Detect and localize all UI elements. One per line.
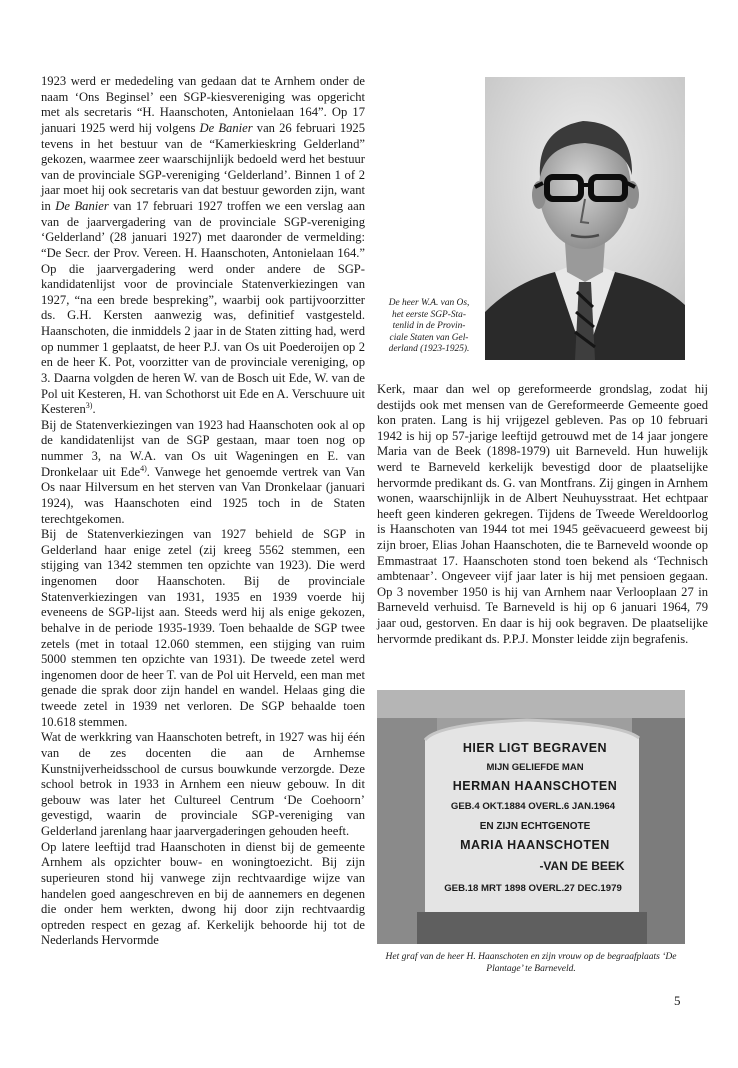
grave-line-8: GEB.18 MRT 1898 OVERL.27 DEC.1979 [444, 883, 622, 894]
grave-photo [377, 690, 685, 944]
grave-line-3: HERMAN HAANSCHOTEN [452, 779, 618, 793]
text-run: 1923 werd er mededeling van gedaan dat te Arnhem onder de naam ‘Ons Beginsel’ een SGP-kiesvereniging was opgericht met als secretaris “H. Haanschoten, Antonielaan 164”. Op 17 januari 1925 werd hij volgens [41, 74, 365, 135]
grave-line-5: EN ZIJN ECHTGENOTE [479, 821, 591, 832]
paragraph-right-1: Kerk, maar dan wel op gereformeerde grondslag, zodat hij destijds ook met mensen van de Gereformeerde Gemeente goed kon praten. Lang is hij vrijgezel gebleven. Pas op 10 februari 1942 is hij op 57-jarige leeftijd getrouwd met de 14 jaar jongere Maria van de Beek (1898-1979) uit Barneveld. Hun huwelijk werd te Barneveld kerkelijk bevestigd door de plaatselijke hervormde predikant ds. G. van Montfrans. Zij gingen in Arnhem wonen, waarschijnlijk in de Albert Neuhuysstraat. Het echtpaar heeft geen kinderen gekregen. Tijdens de Tweede Wereldoorlog is Haanschoten van 1944 tot mei 1945 geëvacueerd geweest bij zijn broer, Elias Johan Haanschoten, die te Barneveld woonde op Emmastraat 17. Haanschoten stond toen bekend als ‘Technisch ambtenaar’. Ongeveer vijf jaar later is hij met pensioen gegaan. Op 3 november 1950 is hij van Arnhem naar Verlooplaan 27 in Barneveld verhuisd. Te Barneveld is hij op 6 januari 1964, 79 jaar oud, gestorven. En daar is hij ook begraven. De plaatselijke hervormde predikant ds. P.P.J. Monster leidde zijn begrafenis. [377, 382, 708, 646]
italic-title: De Banier [199, 120, 253, 135]
grave-line-1: HIER LIGT BEGRAVEN [462, 741, 608, 755]
text-run: Bij de Statenverkiezingen van 1923 had Haanschoten ook al op de kandidatenlijst van de SGP gestaan, maar toen nog op nummer 3, na W.A. van Os uit Wageningen en E. van Dronkelaar uit Ede [41, 417, 365, 479]
paragraph-left-3: Bij de Statenverkiezingen van 1927 behield de SGP in Gelderland haar enige zetel (zij kreeg 5562 stemmen, een stijging van 1342 stemmen ten opzichte van 1923). Die werd ingenomen door Haanschoten. Bij de provinciale Statenverkiezingen van 1931, 1935 en 1939 voerde hij eveneens de SGP-lijst aan. Steeds werd hij als enige gekozen, behalve in de periode 1935-1939. Toen behaalde de SGP twee zetels (met in totaal 12.060 stemmen, een stijging van ruim 5000 stemmen ten opzichte van 1931). De tweede zetel werd ingenomen door de heer T. van de Pol uit Herveld, een man met genade die sprak door zijn handel en wandel. Helaas ging die tweede zetel in 1939 net verloren. De SGP behaalde toen 10.618 stemmen. [41, 527, 365, 729]
right-text-column [377, 382, 708, 647]
footnote-ref: 3) [85, 400, 93, 410]
grave-line-6: MARIA HAANSCHOTEN [460, 838, 610, 852]
paragraph-left-2 [41, 418, 365, 527]
caption-line: tenlid in de Provin- [392, 321, 466, 332]
portrait-photo [485, 77, 685, 360]
paragraph-left-1 [41, 74, 365, 418]
caption-line: derland (1923-1925). [388, 344, 470, 355]
grave-line-2: MIJN GELIEFDE MAN [486, 762, 584, 773]
italic-title: De Banier [55, 199, 109, 213]
text-run: . Vanwege het genoemde vertrek van Van Os naar Hilversum en het sterven van Van Dronkelaar (januari 1924), was Haanschoten eind 1925 toch in de Staten terechtgekomen. [41, 464, 366, 526]
grave-line-4: GEB.4 OKT.1884 OVERL.6 JAN.1964 [450, 801, 616, 812]
caption-line: het eerste SGP-Sta- [392, 309, 466, 320]
footnote-ref: 4) [140, 463, 147, 473]
grave-caption: Het graf van de heer H. Haanschoten en zijn vrouw op de begraafplaats ‘De Plantage’ te Barneveld. [385, 952, 677, 974]
caption-line: De heer W.A. van Os, [388, 298, 470, 308]
left-text-column [41, 74, 365, 949]
grave-line-7: -VAN DE BEEK [539, 859, 625, 873]
text-run: . [92, 402, 96, 417]
paragraph-left-4: Wat de werkkring van Haanschoten betreft, in 1927 was hij één van de zes docenten die aan de Arnhemse Kunstnijverheidsschool de cursus bouwkunde verzorgde. Deze school betrok in 1933 in Arnhem een nieuw gebouw. In dit gebouw was later het Cultureel Centrum ‘De Coehoorn’ gevestigd, waarin de provinciale SGP-vereniging van Gelderland jarenlang haar jaarvergaderingen gehouden heeft. [41, 730, 365, 838]
text-run: van 17 februari 1927 troffen we een verslag aan van de jaarvergadering van de provinciale SGP-vereniging ‘Gelderland’ (28 januari 1927) met daaronder de vermelding: “De Secr. der Prov. Vereen. H. Haanschoten, Antonielaan 164.” Op die jaarvergadering werd onder andere de SGP-kandidatenlijst voor de provinciale Statenverkiezingen van 1927, “na een brede bespreking”, waarbij ook partijvoorzitter ds. G.H. Kersten aanwezig was, definitief vastgesteld. Haanschoten, die inmiddels 2 jaar in de Staten zitting had, werd op nummer 1 geplaatst, de heer P.J. van Os uit Poederoijen op 2 en de heer K. Pot, voorzitter van de provinciale vereniging, op 3. Daarna volgden de heren W. van de Bosch uit Ede, W. van de Pol uit Kesteren, H. van Schothorst uit Ede en A. Verschuure uit Kesteren [41, 199, 365, 417]
caption-line: ciale Staten van Gel- [389, 332, 469, 343]
paragraph-left-5: Op latere leeftijd trad Haanschoten in dienst bij de gemeente Arnhem als opzichter bouw- en woningtoezicht. Bij zijn superieuren stond hij vanwege zijn rechtvaardige wijze van handelen goed aangeschreven en bij de aannemers en degenen die onder hem werkten, dwong hij door zijn rechtvaardig optreden respect en gezag af. Kerkelijk behoorde hij tot de Nederlands Hervormde [41, 839, 365, 948]
text-run: van 26 februari 1925 tevens in het bestuur van de “Kamerkieskring Gelderland” gekozen, waarmee zeer waarschijnlijk bedoeld werd het bestuur van de provinciale SGP-vereniging ‘Gelderland’. Binnen 1 of 2 jaar moet hij ook secretaris van dat bestuur geworden zijn, want in [41, 120, 366, 213]
page-number: 5 [674, 993, 681, 1008]
portrait-caption [377, 298, 481, 356]
